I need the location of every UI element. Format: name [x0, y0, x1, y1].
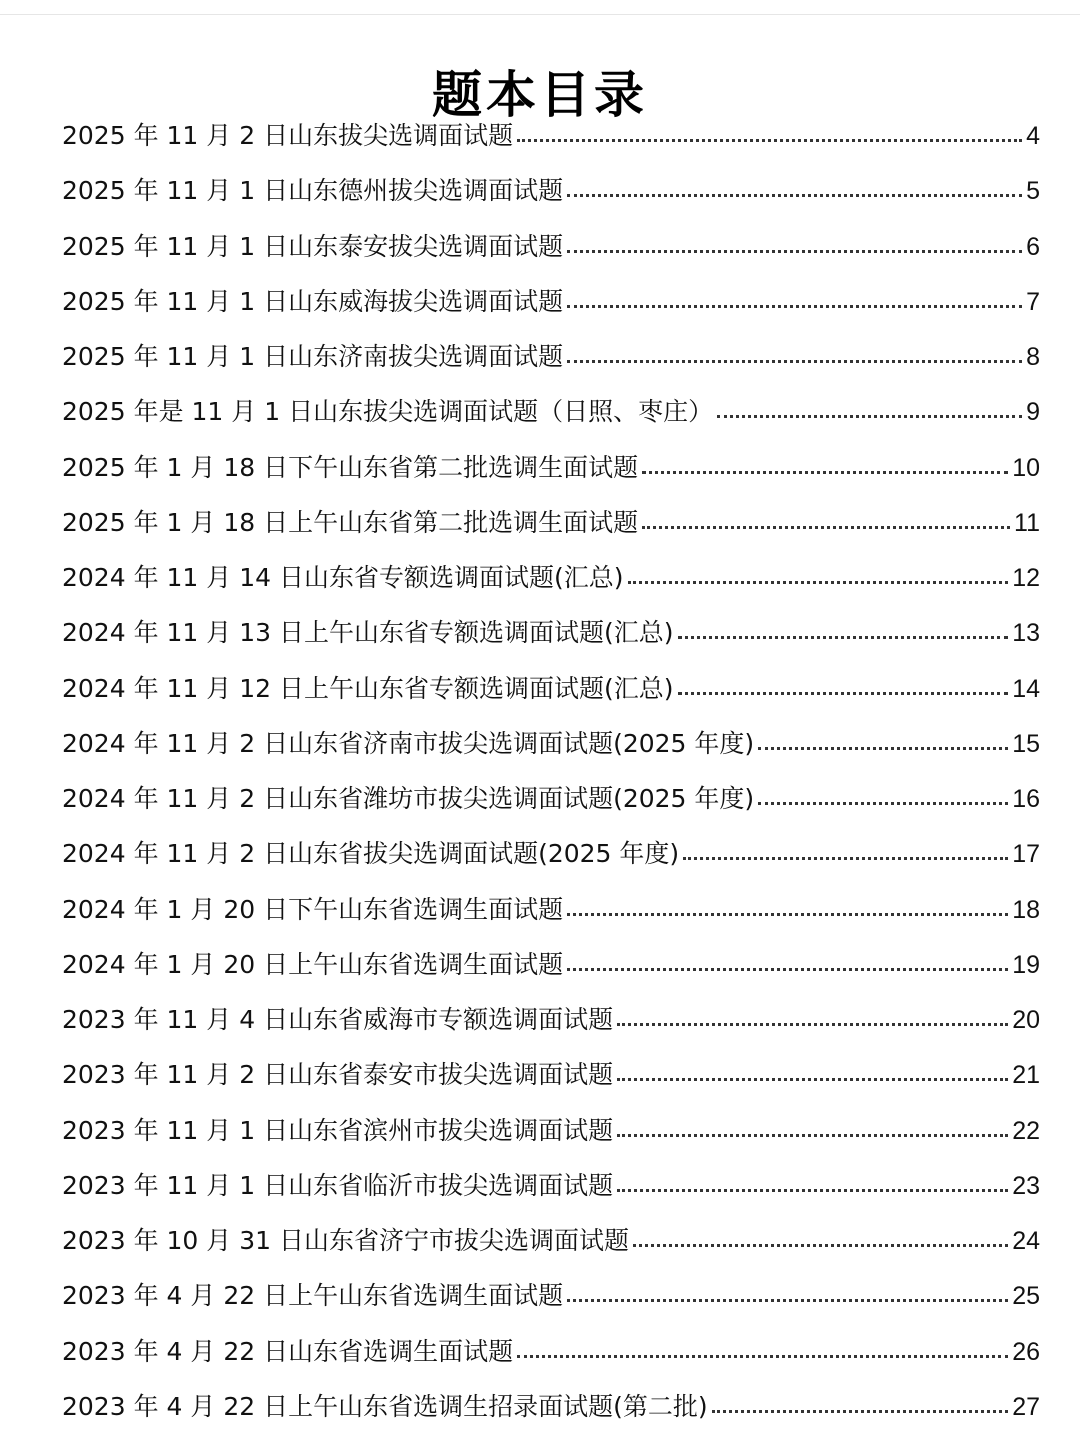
toc-entry[interactable] [62, 329, 1040, 384]
dot-leader [642, 467, 1008, 474]
toc-entry-page-number: 21 [1012, 1061, 1040, 1090]
toc-entry-page-number: 26 [1012, 1337, 1040, 1366]
dot-leader [678, 632, 1009, 639]
toc-entry[interactable] [62, 274, 1040, 329]
toc-entry[interactable] [62, 826, 1040, 881]
toc-entry-page-number: 14 [1012, 674, 1040, 703]
toc-entry-title: 2023 年 11 月 2 日山东省泰安市拔尖选调面试题 [62, 1060, 614, 1090]
dot-leader [617, 1185, 1008, 1192]
toc-entry-title: 2023 年 4 月 22 日上午山东省选调生面试题 [62, 1281, 564, 1311]
dot-leader [617, 1019, 1008, 1026]
toc-entry-page-number: 7 [1026, 287, 1040, 316]
dot-leader [758, 743, 1008, 750]
toc-entry-page-number: 13 [1012, 619, 1040, 648]
dot-leader [567, 1295, 1008, 1302]
toc-entry-title: 2025 年 11 月 1 日山东泰安拔尖选调面试题 [62, 231, 564, 261]
toc-entry-title: 2024 年 11 月 14 日山东省专额选调面试题(汇总) [62, 563, 624, 592]
toc-entry-page-number: 16 [1012, 785, 1040, 813]
dot-leader [567, 301, 1022, 308]
toc-entry[interactable] [62, 771, 1040, 826]
toc-entry[interactable] [62, 384, 1040, 439]
toc-entry-page-number: 12 [1012, 564, 1040, 592]
page-title: 题本目录 [432, 65, 648, 124]
dot-leader [758, 798, 1008, 805]
table-of-contents [62, 108, 1040, 1434]
dot-leader [517, 1351, 1008, 1358]
toc-entry-page-number: 18 [1012, 895, 1040, 924]
toc-entry-title: 2025 年 11 月 2 日山东拔尖选调面试题 [62, 121, 514, 150]
dot-leader [633, 1240, 1008, 1247]
dot-leader [628, 577, 1009, 584]
dot-leader [678, 688, 1009, 695]
toc-entry-title: 2024 年 1 月 20 日下午山东省选调生面试题 [62, 894, 564, 924]
toc-entry-title: 2023 年 4 月 22 日山东省选调生面试题 [62, 1336, 514, 1366]
toc-entry[interactable] [62, 1379, 1040, 1434]
top-divider [0, 14, 1080, 15]
toc-entry-page-number: 23 [1012, 1171, 1040, 1200]
dot-leader [617, 1130, 1008, 1137]
toc-entry-title: 2024 年 1 月 20 日上午山东省选调生面试题 [62, 949, 564, 979]
toc-entry-title: 2024 年 11 月 2 日山东省济南市拔尖选调面试题(2025 年度) [62, 728, 755, 758]
toc-entry[interactable] [62, 1213, 1040, 1268]
toc-entry-page-number: 5 [1026, 177, 1040, 206]
toc-entry-page-number: 24 [1012, 1227, 1040, 1255]
toc-entry-page-number: 6 [1026, 232, 1040, 261]
toc-entry-page-number: 19 [1012, 950, 1040, 979]
toc-entry-title: 2024 年 11 月 2 日山东省拔尖选调面试题(2025 年度) [62, 839, 680, 869]
toc-entry-page-number: 25 [1012, 1282, 1040, 1311]
toc-entry-title: 2023 年 11 月 1 日山东省滨州市拔尖选调面试题 [62, 1115, 614, 1145]
toc-entry[interactable] [62, 495, 1040, 550]
toc-entry-page-number: 22 [1012, 1116, 1040, 1145]
dot-leader [517, 135, 1022, 142]
dot-leader [567, 246, 1022, 253]
toc-entry-title: 2025 年 11 月 1 日山东德州拔尖选调面试题 [62, 176, 564, 206]
toc-entry[interactable] [62, 163, 1040, 218]
toc-entry-title: 2023 年 10 月 31 日山东省济宁市拔尖选调面试题 [62, 1226, 629, 1255]
toc-entry[interactable] [62, 992, 1040, 1047]
toc-entry-page-number: 11 [1014, 508, 1040, 537]
toc-entry[interactable] [62, 219, 1040, 274]
dot-leader [567, 356, 1022, 363]
toc-entry-page-number: 8 [1026, 343, 1040, 371]
toc-entry-title: 2024 年 11 月 2 日山东省潍坊市拔尖选调面试题(2025 年度) [62, 784, 755, 813]
toc-entry-page-number: 27 [1012, 1392, 1040, 1421]
dot-leader [712, 1406, 1009, 1413]
toc-entry-page-number: 20 [1012, 1006, 1040, 1034]
toc-entry-page-number: 17 [1012, 840, 1040, 869]
toc-entry-title: 2025 年 11 月 1 日山东威海拔尖选调面试题 [62, 286, 564, 316]
dot-leader [717, 411, 1022, 418]
toc-entry-title: 2025 年是 11 月 1 日山东拔尖选调面试题（日照、枣庄） [62, 397, 714, 427]
toc-entry[interactable] [62, 1103, 1040, 1158]
dot-leader [683, 853, 1008, 860]
toc-entry[interactable] [62, 937, 1040, 992]
toc-entry[interactable] [62, 1324, 1040, 1379]
toc-entry[interactable] [62, 1158, 1040, 1213]
toc-entry[interactable] [62, 882, 1040, 937]
toc-entry[interactable] [62, 440, 1040, 495]
toc-entry-title: 2023 年 4 月 22 日上午山东省选调生招录面试题(第二批) [62, 1391, 708, 1421]
toc-entry-title: 2025 年 11 月 1 日山东济南拔尖选调面试题 [62, 342, 564, 371]
toc-entry[interactable] [62, 1047, 1040, 1102]
toc-entry-title: 2024 年 11 月 12 日上午山东省专额选调面试题(汇总) [62, 673, 674, 703]
dot-leader [567, 964, 1008, 971]
dot-leader [567, 909, 1008, 916]
toc-entry[interactable] [62, 661, 1040, 716]
toc-entry-title: 2023 年 11 月 4 日山东省威海市专额选调面试题 [62, 1005, 614, 1034]
toc-entry-title: 2024 年 11 月 13 日上午山东省专额选调面试题(汇总) [62, 618, 674, 648]
toc-entry-title: 2023 年 11 月 1 日山东省临沂市拔尖选调面试题 [62, 1170, 614, 1200]
toc-entry[interactable] [62, 1268, 1040, 1323]
toc-entry-title: 2025 年 1 月 18 日下午山东省第二批选调生面试题 [62, 452, 639, 482]
toc-entry[interactable] [62, 716, 1040, 771]
dot-leader [642, 522, 1010, 529]
toc-entry[interactable] [62, 605, 1040, 660]
dot-leader [617, 1074, 1008, 1081]
toc-entry-page-number: 4 [1026, 122, 1040, 150]
toc-entry-page-number: 10 [1012, 453, 1040, 482]
toc-entry-page-number: 9 [1026, 398, 1040, 427]
toc-entry-title: 2025 年 1 月 18 日上午山东省第二批选调生面试题 [62, 507, 639, 537]
toc-entry[interactable] [62, 108, 1040, 163]
toc-entry-page-number: 15 [1012, 729, 1040, 758]
toc-entry[interactable] [62, 550, 1040, 605]
dot-leader [567, 190, 1022, 197]
